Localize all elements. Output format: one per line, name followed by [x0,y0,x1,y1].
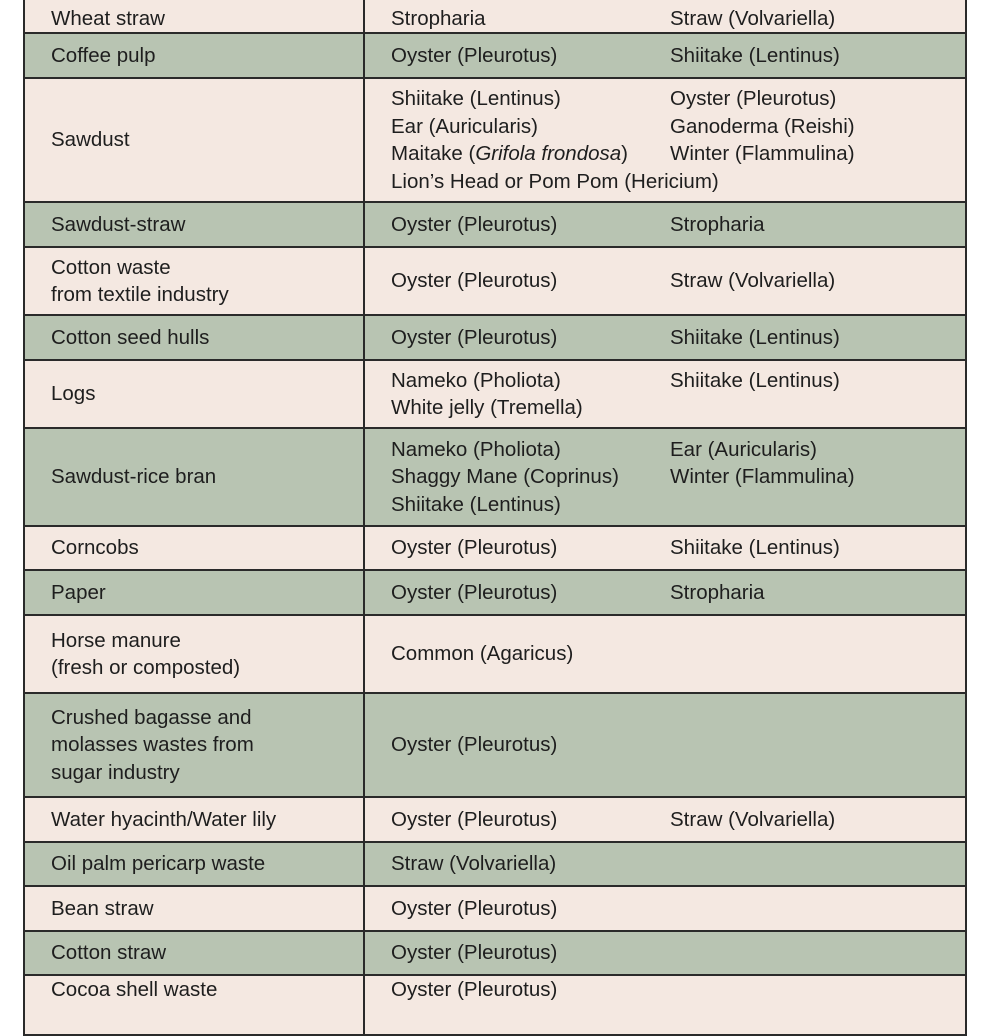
substrate-name: sugar industry [51,760,180,784]
mushroom-name: Ganoderma (Reishi) [670,114,855,138]
mushroom-name [670,731,965,759]
mushroom-cell [364,33,966,78]
mushroom-name: Nameko (Pholiota) [391,437,561,461]
mushroom-name: Stropharia [391,6,486,30]
substrate-name: Oil palm pericarp waste [51,852,266,876]
mushroom-name: Ear (Auricularis) [670,437,817,461]
substrate-name: Cocoa shell waste [51,978,218,1001]
mushroom-name: Straw (Volvariella) [670,269,836,293]
mushroom-name: White jelly (Tremella) [391,396,583,419]
mushroom-cell [364,247,966,315]
mushroom-name [670,939,965,967]
mushroom-name: Maitake (Grifola frondosa) [391,142,628,165]
substrate-cell [24,202,364,247]
mushroom-name [670,640,965,668]
mushroom-name [670,168,965,196]
table-row [24,570,966,615]
substrate-name: Cotton straw [51,941,167,965]
table-row [24,842,966,886]
mushroom-name: Oyster (Pleurotus) [391,212,558,236]
substrate-name: Sawdust-straw [51,212,186,236]
mushroom-cell [364,0,966,33]
mushroom-cell [364,842,966,886]
substrate-cell [24,360,364,428]
substrate-cell [24,975,364,1035]
mushroom-name: Stropharia [670,580,765,604]
mushroom-name: Oyster (Pleurotus) [391,807,558,831]
mushroom-cell [364,428,966,526]
mushroom-name: Oyster (Pleurotus) [391,896,558,920]
mushroom-cell [364,615,966,693]
mushroom-name: Oyster (Pleurotus) [391,43,558,67]
mushroom-name [670,491,965,519]
mushroom-name: Oyster (Pleurotus) [391,978,558,1001]
substrate-name: Cotton seed hulls [51,325,210,349]
substrate-cell [24,428,364,526]
table-row [24,615,966,693]
mushroom-name: Shiitake (Lentinus) [670,325,840,349]
substrate-name: Horse manure [51,628,181,652]
mushroom-name [670,895,965,923]
mushroom-name [670,976,965,1004]
table-row [24,886,966,931]
table-row [24,797,966,842]
italic-species: Grifola frondosa [475,142,622,165]
table-row [24,360,966,428]
substrate-cell [24,842,364,886]
mushroom-name: Winter (Flammulina) [670,142,855,165]
mushroom-name: Shiitake (Lentinus) [670,368,840,392]
substrate-name: Sawdust-rice bran [51,465,217,489]
mushroom-name: Nameko (Pholiota) [391,368,561,392]
mushroom-cell [364,202,966,247]
substrate-cell [24,797,364,842]
mushroom-cell [364,931,966,975]
mushroom-cell [364,360,966,428]
mushroom-name: Oyster (Pleurotus) [391,580,558,604]
mushroom-cell [364,693,966,797]
table-row [24,526,966,570]
mushroom-cell [364,315,966,360]
table-row [24,428,966,526]
mushroom-name: Oyster (Pleurotus) [391,325,558,349]
mushroom-name: Winter (Flammulina) [670,465,855,489]
mushroom-name: Lion’s Head or Pom Pom (Hericium) [391,169,719,193]
substrate-name: Corncobs [51,536,139,560]
mushroom-name [670,850,965,878]
mushroom-name: Shiitake (Lentinus) [670,536,840,560]
substrate-cell [24,78,364,202]
mushroom-name: Shaggy Mane (Coprinus) [391,465,619,489]
mushroom-cell [364,975,966,1035]
substrate-cell [24,526,364,570]
mushroom-name: Straw (Volvariella) [670,6,836,30]
substrate-cell [24,615,364,693]
mushroom-name: Oyster (Pleurotus) [391,941,558,965]
substrate-name: from textile industry [51,283,229,306]
substrate-name: Cotton waste [51,255,171,279]
substrate-cell [24,33,364,78]
mushroom-name: Straw (Volvariella) [391,852,557,876]
table-row [24,975,966,1035]
table-row [24,315,966,360]
substrate-name: Crushed bagasse and [51,705,252,729]
mushroom-name: Shiitake (Lentinus) [391,492,561,516]
mushroom-cell [364,570,966,615]
substrate-cell [24,693,364,797]
mushroom-name: Oyster (Pleurotus) [391,733,558,757]
substrate-name: Logs [51,382,96,406]
mushroom-name: Ear (Auricularis) [391,114,538,138]
table-row [24,78,966,202]
mushroom-name: Oyster (Pleurotus) [391,269,558,293]
substrate-name: (fresh or composted) [51,656,241,679]
mushroom-cell [364,78,966,202]
table-row [24,202,966,247]
table-row [24,693,966,797]
substrate-name: Sawdust [51,128,130,152]
substrate-cell [24,247,364,315]
table-row [24,33,966,78]
table-row [24,247,966,315]
mushroom-name: Straw (Volvariella) [670,807,836,831]
mushroom-name: Oyster (Pleurotus) [391,536,558,560]
mushroom-name: Shiitake (Lentinus) [670,43,840,67]
substrate-cell [24,931,364,975]
substrate-cell [24,0,364,33]
mushroom-name: Shiitake (Lentinus) [391,87,561,110]
substrate-name: molasses wastes from [51,733,254,757]
table-row [24,931,966,975]
substrate-mushroom-table [23,0,967,1036]
substrate-name: Wheat straw [51,6,165,30]
mushroom-cell [364,526,966,570]
substrate-name: Paper [51,580,106,604]
substrate-cell [24,570,364,615]
mushroom-name: Common (Agaricus) [391,642,574,666]
table-row [24,0,966,33]
substrate-cell [24,315,364,360]
mushroom-cell [364,886,966,931]
mushroom-name [670,394,965,422]
substrate-name: Coffee pulp [51,43,156,67]
mushroom-name: Oyster (Pleurotus) [670,87,837,110]
substrate-name: Water hyacinth/Water lily [51,807,277,831]
mushroom-cell [364,797,966,842]
substrate-name: Bean straw [51,896,154,920]
substrate-cell [24,886,364,931]
mushroom-name: Stropharia [670,212,765,236]
